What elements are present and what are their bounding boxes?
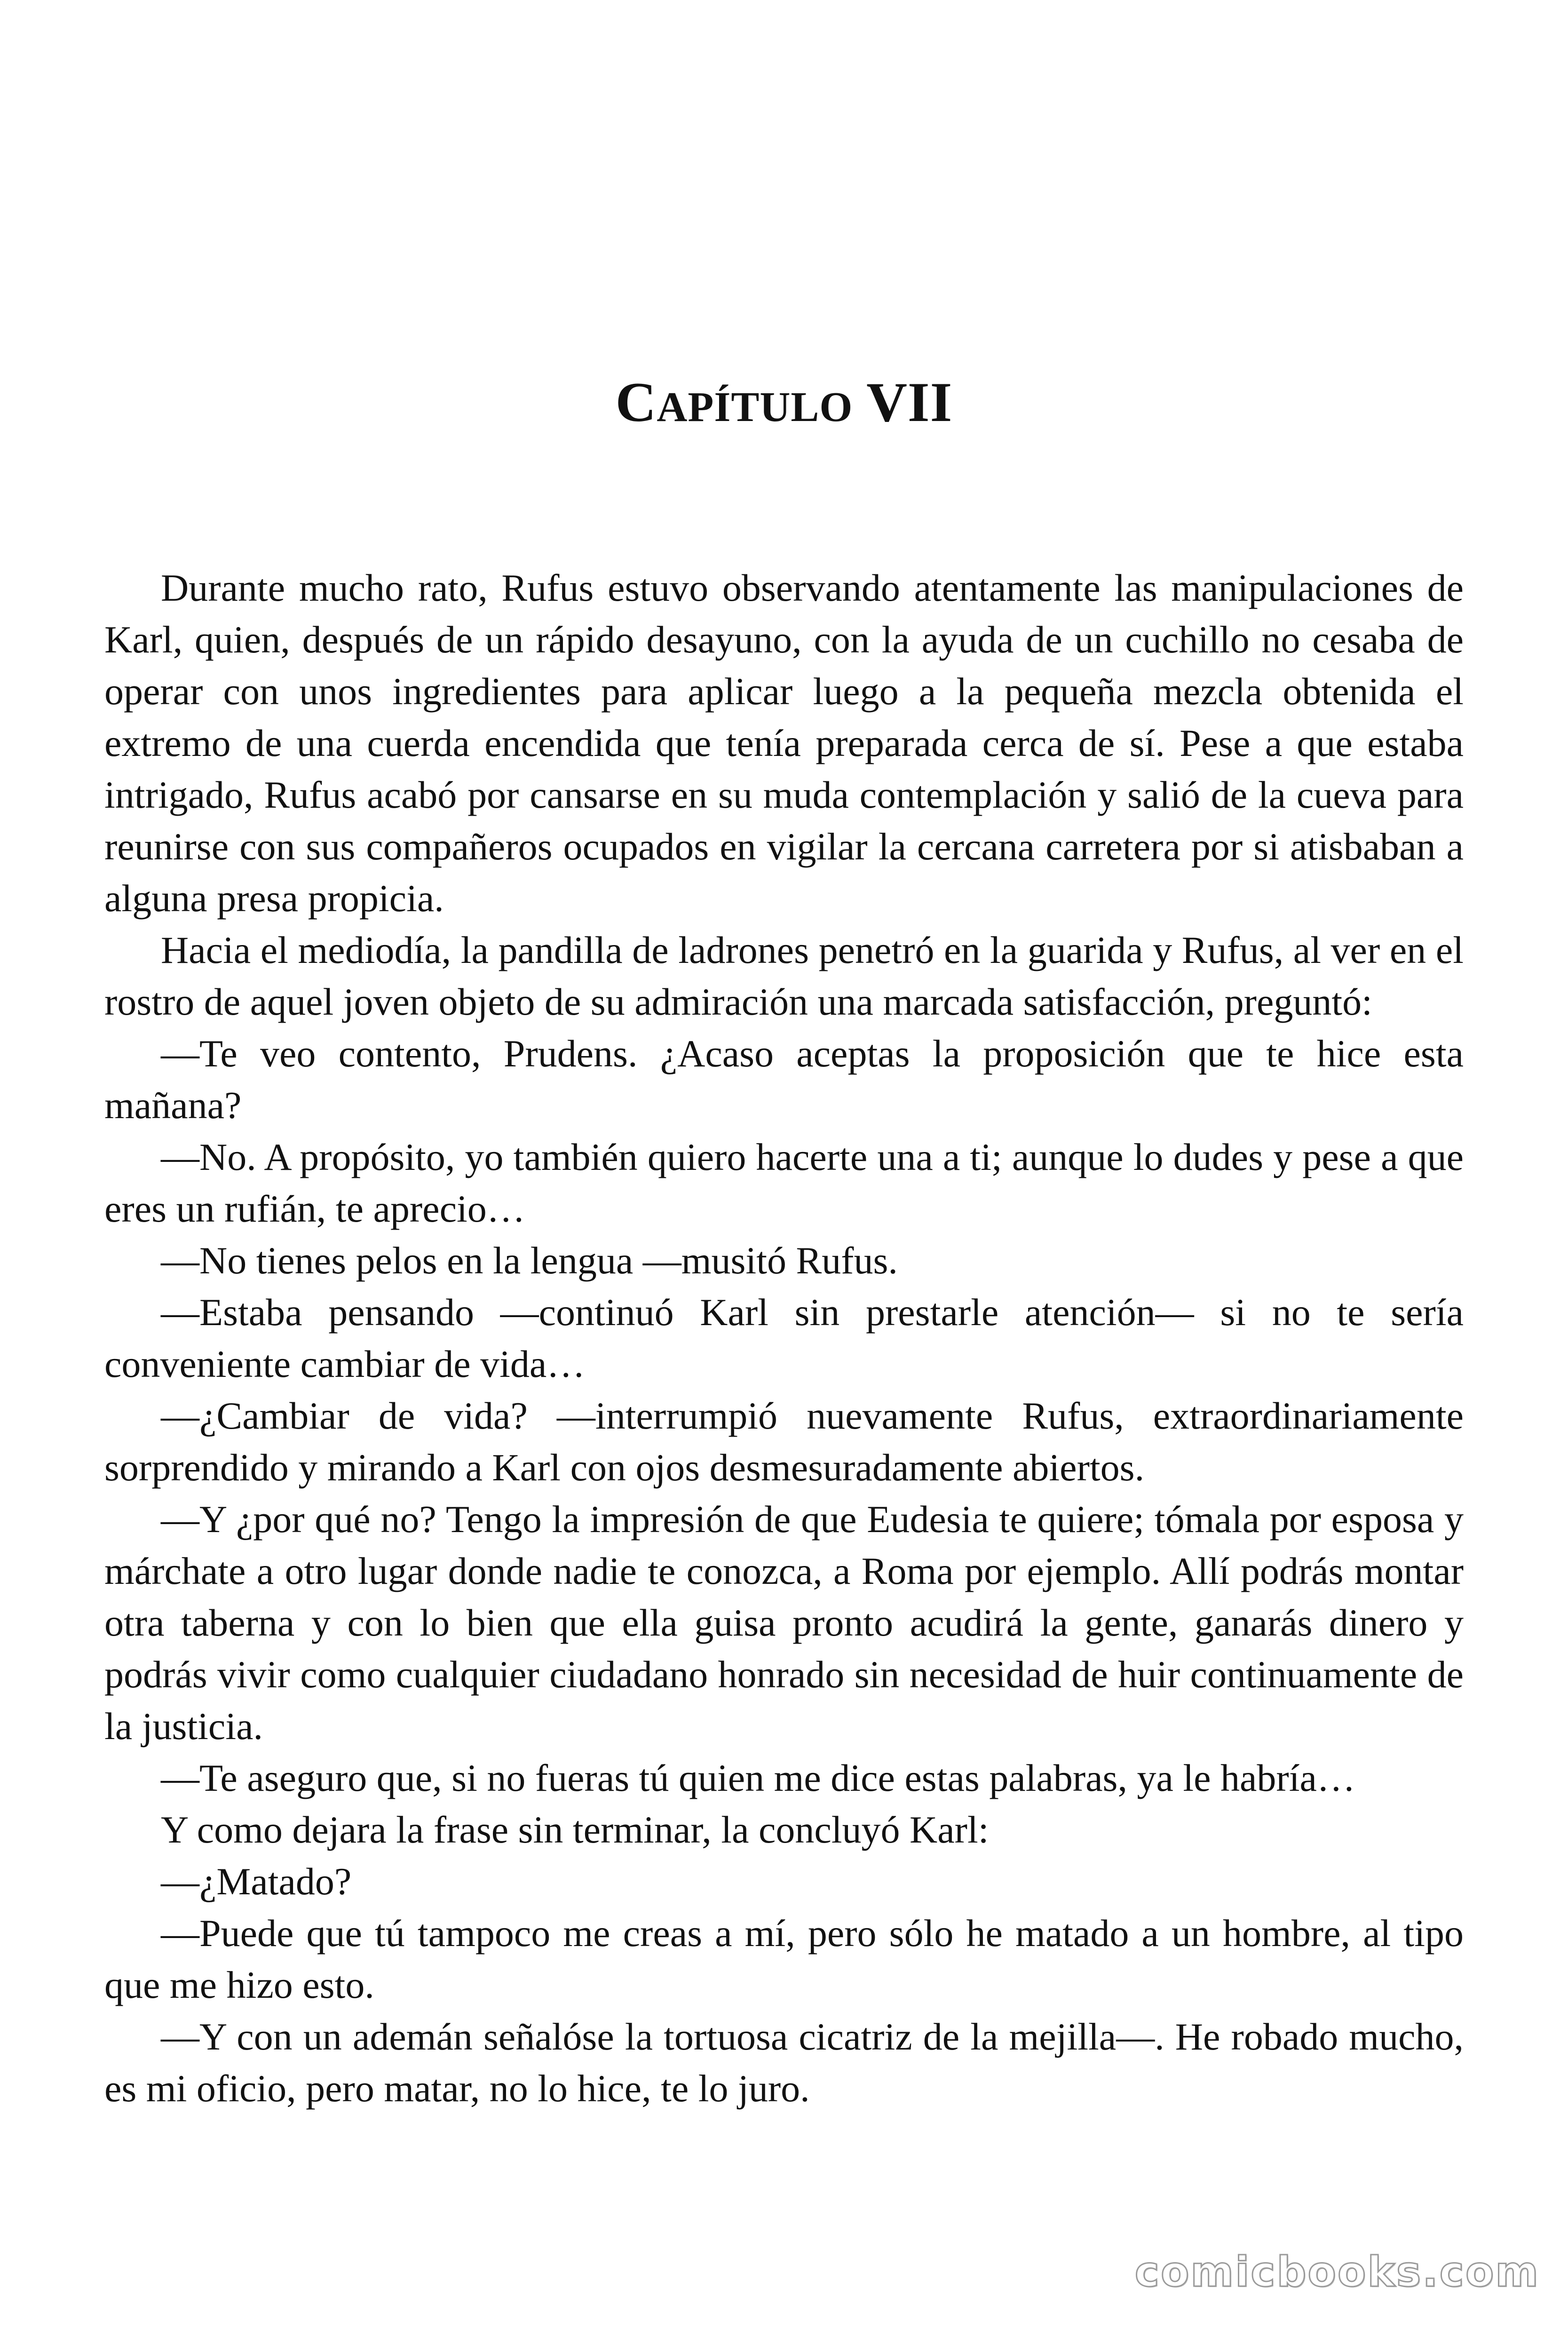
paragraph: —Te aseguro que, si no fueras tú quien me dice estas palabras, ya le habría…	[161, 1756, 1355, 1799]
paragraph: —¿Matado?	[161, 1860, 352, 1903]
chapter-title-rest: APÍTULO	[657, 384, 853, 430]
paragraph: —Te veo contento, Prudens. ¿Acaso aceptas la proposición que te hice esta mañana?	[104, 1032, 1464, 1127]
paragraph: —Estaba pensando —continuó Karl sin prestarle atención— si no te sería conveniente cambiar de vida…	[104, 1291, 1464, 1385]
paragraph: —Puede que tú tampoco me creas a mí, pero sólo he matado a un hombre, al tipo que me hizo esto.	[104, 1912, 1464, 2006]
paragraph: —¿Cambiar de vida? —interrumpió nuevamente Rufus, extraordinariamente sorprendido y mirando a Karl con ojos desmesuradamente abiertos.	[104, 1394, 1464, 1489]
paragraph: —Y ¿por qué no? Tengo la impresión de que Eudesia te quiere; tómala por esposa y márchate a otro lugar donde nadie te conozca, a Roma por ejemplo. Allí podrás montar otra taberna y con lo bien que ella guisa pronto acudirá la gente, ganarás dinero y podrás vivir como cualquier ciudadano honrado sin necesidad de huir continuamente de la justicia.	[104, 1498, 1464, 1748]
paragraph: Hacia el mediodía, la pandilla de ladrones penetró en la guarida y Rufus, al ver en el rostro de aquel joven objeto de su admiración una marcada satisfacción, preguntó:	[104, 929, 1464, 1023]
paragraph: —No tienes pelos en la lengua —musitó Rufus.	[161, 1239, 898, 1282]
paragraph: —No. A propósito, yo también quiero hacerte una a ti; aunque lo dudes y pese a que eres un rufián, te aprecio…	[104, 1136, 1464, 1230]
paragraph: Durante mucho rato, Rufus estuvo observando atentamente las manipulaciones de Karl, quien, después de un rápido desayuno, con la ayuda de un cuchillo no cesaba de operar con unos ingredientes para aplicar luego a la pequeña mezcla obtenida el extremo de una cuerda encendida que tenía preparada cerca de sí. Pese a que estaba intrigado, Rufus acabó por cansarse en su muda contemplación y salió de la cueva para reunirse con sus compañeros ocupados en vigilar la cercana carretera por si atisbaban a alguna presa propicia.	[104, 566, 1464, 920]
chapter-body	[104, 562, 1464, 2114]
chapter-title-initial: C	[615, 371, 657, 433]
paragraph: —Y con un ademán señalóse la tortuosa cicatriz de la mejilla—. He robado mucho, es mi oficio, pero matar, no lo hice, te lo juro.	[104, 2015, 1464, 2110]
chapter-title	[0, 367, 1568, 443]
paragraph: Y como dejara la frase sin terminar, la concluyó Karl:	[161, 1808, 989, 1851]
chapter-number: VII	[866, 371, 953, 433]
watermark: comicbooks.com	[1134, 2248, 1540, 2296]
